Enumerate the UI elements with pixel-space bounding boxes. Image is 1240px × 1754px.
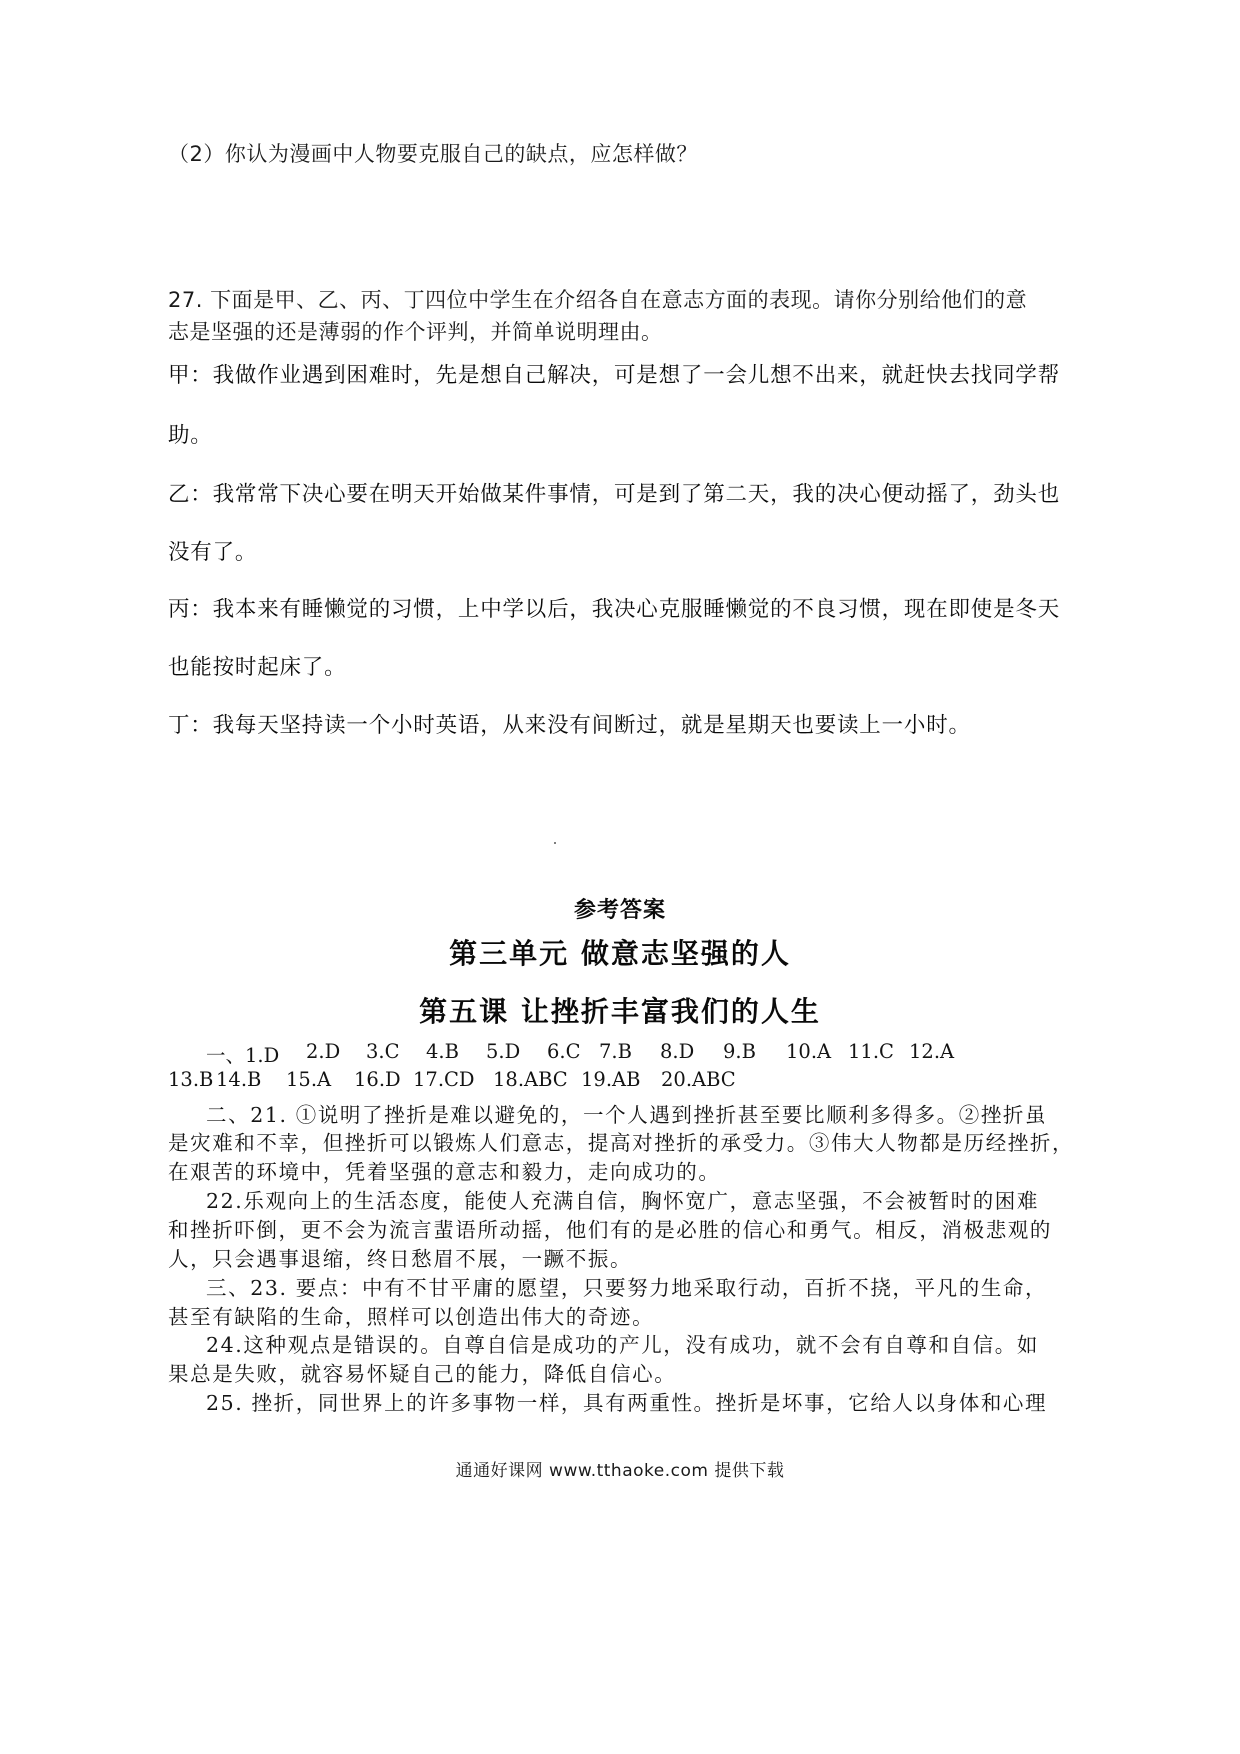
- mc-answer: 5.D: [486, 1040, 521, 1063]
- mc-answer: 18.ABC: [493, 1068, 568, 1091]
- lesson-heading: 第五课 让挫折丰富我们的人生: [419, 995, 821, 1028]
- statement-ding: 丁：我每天坚持读一个小时英语，从来没有间断过，就是星期天也要读上一小时。: [168, 713, 971, 738]
- statement-yi-line2: 没有了。: [168, 540, 258, 565]
- mc-answer: 17.CD: [413, 1068, 475, 1091]
- mc-answer: 8.D: [660, 1040, 695, 1063]
- statement-jia-line2: 助。: [168, 423, 213, 448]
- question-27-line1: 27. 下面是甲、乙、丙、丁四位中学生在介绍各自在意志方面的表现。请你分别给他们的意: [168, 288, 1028, 312]
- mc-answer: 3.C: [366, 1040, 400, 1063]
- question-27-line2: 志是坚强的还是薄弱的作个评判，并简单说明理由。: [168, 320, 663, 344]
- mc-answer: 12.A: [909, 1040, 955, 1063]
- answer-22-line2: 和挫折吓倒，更不会为流言蜚语所动摇，他们有的是必胜的信心和勇气。相反，消极悲观的: [168, 1218, 1052, 1242]
- mc-answer: 7.B: [599, 1040, 632, 1063]
- mc-answer: 一、1.D: [206, 1044, 280, 1067]
- mc-answer: 11.C: [848, 1040, 894, 1063]
- mc-answer: 14.B: [216, 1068, 262, 1091]
- answer-22-line3: 人，只会遇事退缩，终日愁眉不展，一蹶不振。: [168, 1247, 633, 1271]
- statement-yi-line1: 乙：我常常下决心要在明天开始做某件事情，可是到了第二天，我的决心便动摇了，劲头也: [168, 482, 1061, 507]
- answers-title: 参考答案: [573, 898, 666, 923]
- statement-jia-line1: 甲：我做作业遇到困难时，先是想自己解决，可是想了一会儿想不出来，就赶快去找同学帮: [168, 363, 1061, 388]
- mc-answer: 20.ABC: [661, 1068, 736, 1091]
- mc-answer: 2.D: [306, 1040, 341, 1063]
- answer-22-line1: 22.乐观向上的生活态度，能使人充满自信，胸怀宽广，意志坚强，不会被暂时的困难: [206, 1189, 1039, 1213]
- mc-answer: 6.C: [547, 1040, 581, 1063]
- mc-answers-row1: [206, 1040, 959, 1068]
- mc-answer: 15.A: [286, 1068, 332, 1091]
- mc-answers-row2: [168, 1068, 741, 1091]
- page-footer: 通通好课网 www.tthaoke.com 提供下载: [455, 1461, 785, 1481]
- answer-24-line1: 24.这种观点是错误的。自尊自信是成功的产儿，没有成功，就不会有自尊和自信。如: [206, 1333, 1039, 1357]
- mc-answer: 13.B: [168, 1068, 214, 1091]
- answer-25-line1: 25. 挫折，同世界上的许多事物一样，具有两重性。挫折是坏事，它给人以身体和心理: [206, 1391, 1048, 1415]
- statement-bing-line2: 也能按时起床了。: [168, 655, 347, 680]
- mc-answer: 4.B: [426, 1040, 459, 1063]
- mc-answer: 10.A: [786, 1040, 832, 1063]
- answer-21-line2: 是灾难和不幸，但挫折可以锻炼人们意志，提高对挫折的承受力。③伟大人物都是历经挫折，: [168, 1131, 1075, 1155]
- answer-24-line2: 果总是失败，就容易怀疑自己的能力，降低自信心。: [168, 1362, 677, 1386]
- answer-23-line1: 三、23. 要点：中有不甘平庸的愿望，只要努力地采取行动，百折不挠，平凡的生命，: [206, 1276, 1048, 1300]
- mc-answer: 16.D: [354, 1068, 401, 1091]
- statement-bing-line1: 丙：我本来有睡懒觉的习惯，上中学以后，我决心克服睡懒觉的不良习惯，现在即使是冬天: [168, 597, 1061, 622]
- scan-speck: [554, 842, 556, 844]
- question-26-part2: （2）你认为漫画中人物要克服自己的缺点，应怎样做？: [168, 142, 698, 166]
- answer-23-line2: 甚至有缺陷的生命，照样可以创造出伟大的奇迹。: [168, 1305, 655, 1329]
- answer-21-line3: 在艰苦的环境中，凭着坚强的意志和毅力，走向成功的。: [168, 1160, 721, 1184]
- mc-answer: 9.B: [723, 1040, 756, 1063]
- unit-heading: 第三单元 做意志坚强的人: [449, 937, 791, 970]
- mc-answer: 19.AB: [581, 1068, 641, 1091]
- answer-21-line1: 二、21. ①说明了挫折是难以避免的，一个人遇到挫折甚至要比顺利多得多。②挫折虽: [206, 1103, 1048, 1127]
